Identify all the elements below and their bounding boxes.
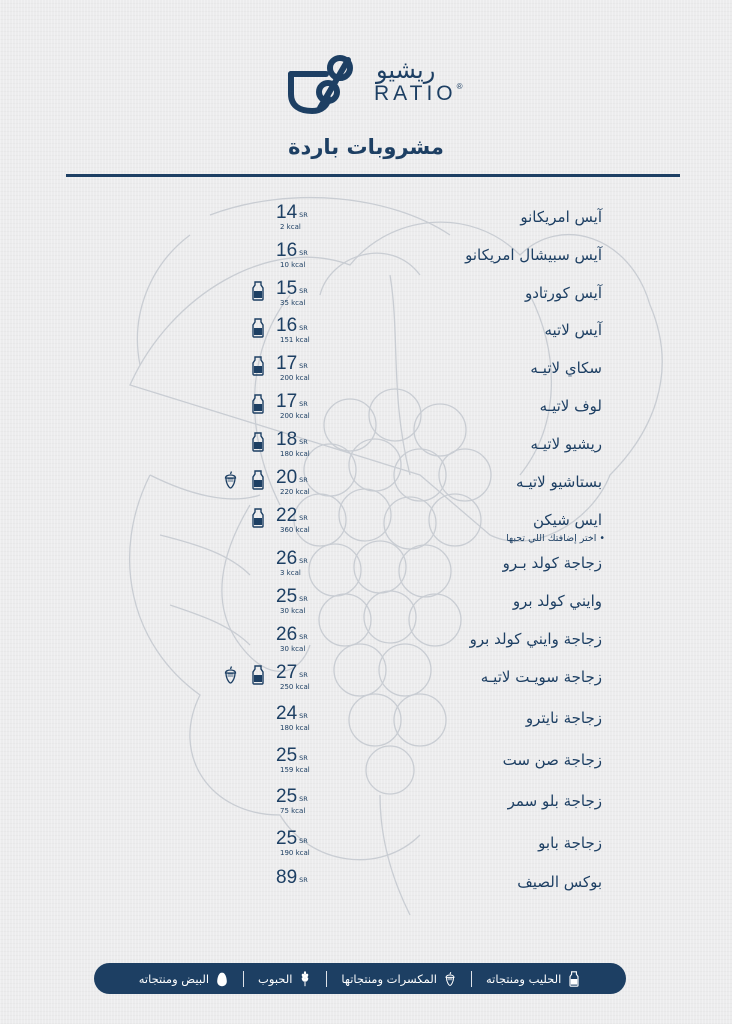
- egg-icon: [215, 971, 229, 987]
- price-value: 16: [276, 315, 298, 336]
- menu-item: [0, 624, 732, 664]
- price-currency: SR: [299, 876, 308, 884]
- legend-divider: [243, 971, 244, 987]
- item-calories: 180 kcal: [280, 450, 310, 458]
- item-calories: 35 kcal: [280, 299, 306, 307]
- menu-item: [0, 745, 732, 785]
- ratio-logo-mark: [286, 52, 360, 114]
- price-currency: SR: [299, 633, 308, 641]
- price-value: 18: [276, 429, 298, 450]
- price-currency: SR: [299, 671, 308, 679]
- menu-item: [0, 548, 732, 588]
- item-name: آيس سبيشال امريكانو: [465, 246, 602, 264]
- nut-icon: [443, 971, 457, 987]
- menu-item: [0, 586, 732, 626]
- price-value: 22: [276, 505, 298, 526]
- milk-icon: [250, 394, 266, 414]
- item-calories: 200 kcal: [280, 412, 310, 420]
- price-value: 27: [276, 662, 298, 683]
- item-calories: 360 kcal: [280, 526, 310, 534]
- milk-icon: [250, 470, 266, 490]
- item-name: بستاشيو لاتيـه: [516, 473, 602, 491]
- item-name: زجاجة كولد بـرو: [502, 554, 602, 572]
- price-value: 26: [276, 548, 298, 569]
- item-calories: 220 kcal: [280, 488, 310, 496]
- legend-item: [472, 971, 595, 987]
- milk-icon: [250, 432, 266, 452]
- item-calories: 30 kcal: [280, 607, 306, 615]
- milk-icon: [250, 508, 266, 528]
- legend-item: [244, 971, 326, 987]
- price-value: 25: [276, 828, 298, 849]
- item-note: • اختر إضافتك اللي تحبها: [506, 533, 605, 544]
- menu-item: [0, 278, 732, 318]
- menu-item: [0, 662, 732, 702]
- legend-label: المكسرات ومنتجاتها: [341, 971, 437, 986]
- item-calories: 3 kcal: [280, 569, 301, 577]
- price-value: 25: [276, 745, 298, 766]
- legend-label: الحبوب: [258, 971, 293, 986]
- legend-divider: [471, 971, 472, 987]
- item-name: زجاجة بلو سمر: [507, 792, 602, 810]
- price-currency: SR: [299, 362, 308, 370]
- menu-item: [0, 391, 732, 431]
- item-name: لوف لاتيـه: [539, 397, 602, 415]
- price-currency: SR: [299, 400, 308, 408]
- milk-icon: [250, 281, 266, 301]
- item-name: ريشيو لاتيـه: [530, 435, 602, 453]
- item-calories: 200 kcal: [280, 374, 310, 382]
- item-price: [276, 867, 308, 895]
- price-currency: SR: [299, 476, 308, 484]
- brand-header: [0, 40, 732, 120]
- item-calories: 180 kcal: [280, 724, 310, 732]
- item-name: زجاجة نايترو: [525, 709, 602, 727]
- title-divider: [66, 174, 680, 177]
- item-calories: 10 kcal: [280, 261, 306, 269]
- item-name: زجاجة سويـت لاتيـه: [480, 668, 602, 686]
- milk-icon: [567, 971, 581, 987]
- milk-icon: [250, 665, 266, 685]
- price-currency: SR: [299, 795, 308, 803]
- menu-item: [0, 828, 732, 868]
- item-calories: 151 kcal: [280, 336, 310, 344]
- item-name: آيس امريكانو: [520, 208, 602, 226]
- item-calories: 30 kcal: [280, 645, 306, 653]
- item-calories: 2 kcal: [280, 223, 301, 231]
- menu-item: [0, 467, 732, 507]
- price-value: 26: [276, 624, 298, 645]
- menu-item: [0, 429, 732, 469]
- price-value: 20: [276, 467, 298, 488]
- item-name: آيس لاتيه: [544, 321, 602, 339]
- wheat-icon: [298, 971, 312, 987]
- item-name: زجاجة بابو: [538, 834, 602, 852]
- price-currency: SR: [299, 837, 308, 845]
- price-currency: SR: [299, 249, 308, 257]
- item-name: زجاجة وايني كولد برو: [469, 630, 602, 648]
- nut-icon: [222, 470, 239, 490]
- item-calories: 250 kcal: [280, 683, 310, 691]
- price-currency: SR: [299, 438, 308, 446]
- menu-item: [0, 703, 732, 743]
- price-value: 89: [276, 867, 298, 888]
- item-calories: 159 kcal: [280, 766, 310, 774]
- legend-label: البيض ومنتجاته: [138, 971, 210, 986]
- price-currency: SR: [299, 712, 308, 720]
- legend-item: [327, 971, 471, 987]
- menu-item: [0, 202, 732, 242]
- price-value: 16: [276, 240, 298, 261]
- legend-item: [125, 971, 243, 987]
- price-currency: SR: [299, 557, 308, 565]
- brand-name-arabic: ريشيو: [376, 56, 436, 84]
- item-name: ايس شيكن: [532, 511, 602, 529]
- menu-item: [0, 867, 732, 907]
- item-name: بوكس الصيف: [517, 873, 602, 891]
- milk-icon: [250, 318, 266, 338]
- price-value: 17: [276, 391, 298, 412]
- brand-name-english: RATIO®: [374, 82, 463, 105]
- price-currency: SR: [299, 514, 308, 522]
- legend-label: الحليب ومنتجاته: [486, 971, 562, 986]
- menu-item: [0, 315, 732, 355]
- price-currency: SR: [299, 324, 308, 332]
- nut-icon: [222, 665, 239, 685]
- price-currency: SR: [299, 754, 308, 762]
- menu-item: [0, 353, 732, 393]
- item-name: وايني كولد برو: [512, 592, 602, 610]
- menu-item: [0, 786, 732, 826]
- price-value: 24: [276, 703, 298, 724]
- item-name: زجاجة صن ست: [502, 751, 602, 769]
- price-currency: SR: [299, 211, 308, 219]
- legend-divider: [326, 971, 327, 987]
- price-value: 17: [276, 353, 298, 374]
- allergen-legend: [94, 963, 626, 994]
- item-calories: 75 kcal: [280, 807, 306, 815]
- section-title: مشروبات باردة: [288, 135, 444, 159]
- price-value: 14: [276, 202, 298, 223]
- price-value: 15: [276, 278, 298, 299]
- item-calories: 190 kcal: [280, 849, 310, 857]
- milk-icon: [250, 356, 266, 376]
- menu-item: [0, 505, 732, 545]
- item-name: سكاي لاتيـه: [530, 359, 602, 377]
- price-currency: SR: [299, 287, 308, 295]
- item-name: آيس كورتادو: [524, 284, 602, 302]
- price-value: 25: [276, 586, 298, 607]
- menu-item: [0, 240, 732, 280]
- price-currency: SR: [299, 595, 308, 603]
- price-value: 25: [276, 786, 298, 807]
